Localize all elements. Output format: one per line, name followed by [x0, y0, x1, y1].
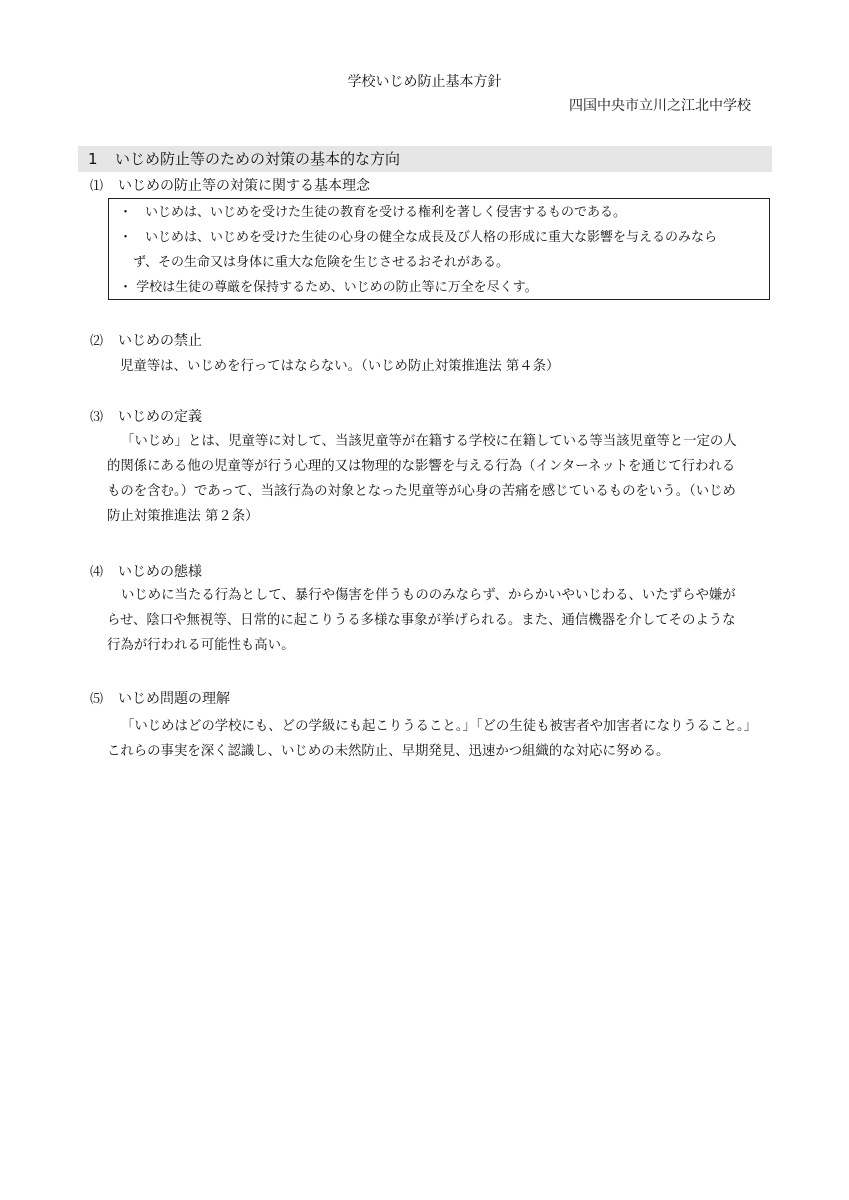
principle-line-3: ず、その生命又は身体に重大な危険を生じさせるおそれがある。 [133, 255, 509, 270]
subsection-1-number: ⑴ [90, 179, 104, 194]
principle-line-2: ・ いじめは、いじめを受けた生徒の心身の健全な成長及び人格の形成に重大な影響を与えるのみなら [119, 230, 718, 245]
paragraph-line: 児童等は、いじめを行ってはならない。（いじめ防止対策推進法 第４条） [120, 359, 560, 374]
document-title: 学校いじめ防止基本方針 [347, 74, 502, 90]
subsection-3-number: ⑶ [90, 410, 104, 425]
subsection-3-title: いじめの定義 [118, 409, 202, 425]
paragraph-line: 「いじめはどの学校にも、どの学級にも起こりうること。」「どの生徒も被害者や加害者になりうること。」 [121, 719, 758, 734]
school-name: 四国中央市立川之江北中学校 [569, 98, 751, 114]
subsection-1-heading [90, 177, 370, 196]
subsection-4-heading [90, 563, 202, 582]
paragraph-line: ものを含む。）であって、当該行為の対象となった児童等が心身の苦痛を感じているものをいう。（いじめ [107, 484, 736, 499]
subsection-3-body [107, 429, 777, 529]
paragraph-line: いじめに当たる行為として、暴行や傷害を伴うもののみならず、からかいやいじわる、いたずらや嫌が [121, 588, 736, 603]
subsection-2-body [120, 354, 790, 379]
subsection-2-heading [90, 332, 202, 351]
subsection-5-body [107, 714, 777, 764]
subsection-4-title: いじめの態様 [118, 564, 202, 580]
paragraph-line: らせ、陰口や無視等、日常的に起こりうる多様な事象が挙げられる。また、通信機器を介してそのような [107, 613, 736, 628]
paragraph-line: これらの事実を深く認識し、いじめの未然防止、早期発見、迅速かつ組織的な対応に努める。 [107, 744, 670, 759]
paragraph-line: 「いじめ」とは、児童等に対して、当該児童等が在籍する学校に在籍している等当該児童等と一定の人 [121, 434, 737, 449]
subsection-5-title: いじめ問題の理解 [118, 691, 230, 707]
subsection-1-title: いじめの防止等の対策に関する基本理念 [118, 178, 370, 194]
section-1-heading: いじめ防止等のための対策の基本的な方向 [115, 150, 401, 168]
principle-line-4: ・ 学校は生徒の尊厳を保持するため、いじめの防止等に万全を尽くす。 [119, 280, 538, 295]
paragraph-line: 的関係にある他の児童等が行う心理的又は物理的な影響を与える行為（インターネットを通じて行われる [107, 459, 736, 474]
section-1-number: 1 [88, 150, 98, 168]
subsection-5-heading [90, 690, 230, 709]
paragraph-line: 行為が行われる可能性も高い。 [107, 638, 295, 653]
subsection-2-number: ⑵ [90, 334, 104, 349]
subsection-2-title: いじめの禁止 [118, 333, 202, 349]
subsection-4-body [107, 583, 777, 658]
section-1-header [78, 146, 772, 172]
subsection-5-number: ⑸ [90, 692, 104, 707]
principle-line-1: ・ いじめは、いじめを受けた生徒の教育を受ける権利を著しく侵害するものである。 [119, 205, 627, 220]
principles-box [108, 198, 770, 300]
subsection-3-heading [90, 408, 202, 427]
subsection-4-number: ⑷ [90, 565, 104, 580]
paragraph-line: 防止対策推進法 第２条） [107, 509, 259, 524]
